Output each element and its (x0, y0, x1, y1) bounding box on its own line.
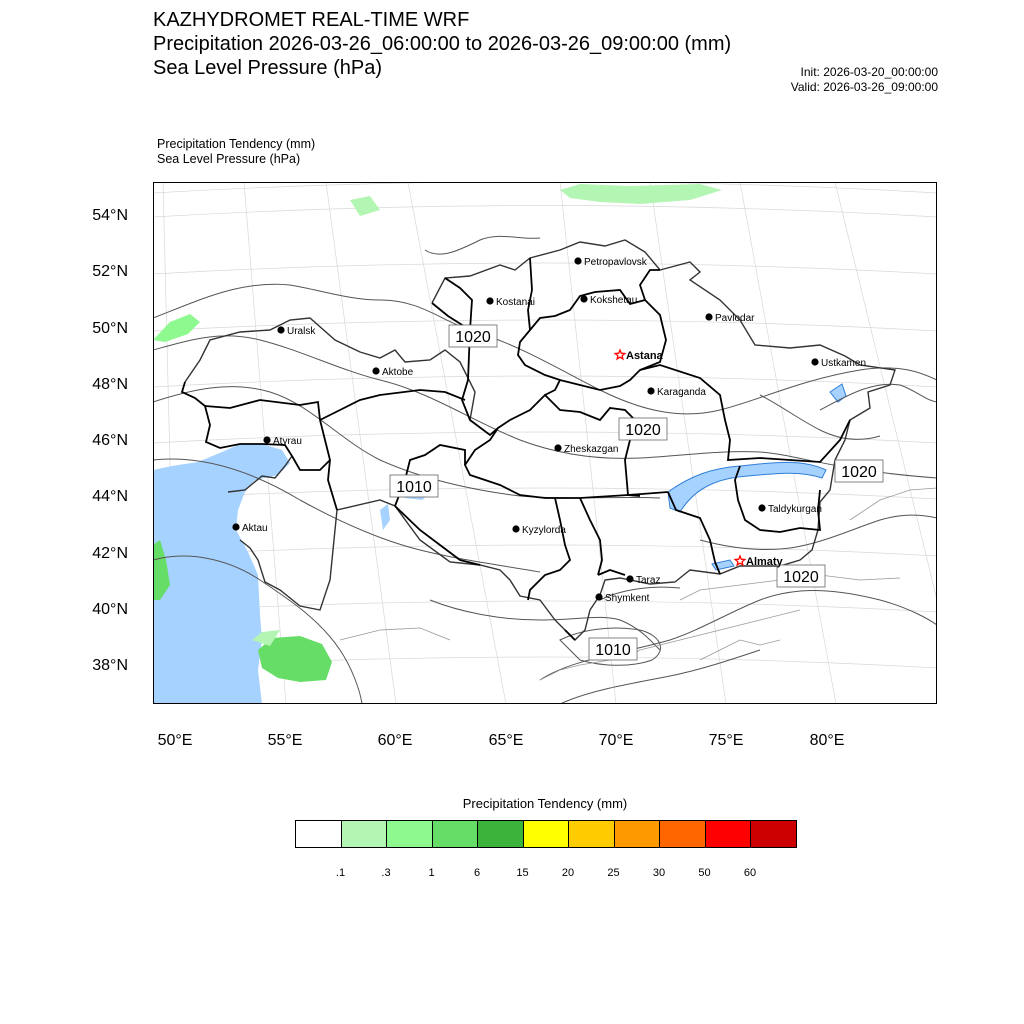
colorbar-tick-7: 30 (652, 867, 666, 879)
city-petropavlovsk-label: Petropavlovsk (584, 257, 647, 268)
colorbar-tick-3: 6 (473, 867, 481, 879)
city-kyzylorda-dot (512, 525, 519, 532)
city-aktobe-dot (372, 367, 379, 374)
city-uralsk-label: Uralsk (287, 326, 316, 337)
city-almaty-label: Almaty (746, 556, 783, 568)
colorbar-tick-8: 50 (698, 867, 711, 879)
isobar-label-1-text: 1020 (455, 329, 491, 346)
city-taraz-label: Taraz (636, 575, 661, 586)
city-ustkamen-dot (811, 358, 818, 365)
isobar-label-6 (589, 638, 637, 660)
colorbar-cell-6 (569, 821, 615, 847)
lat-label-38: 38°N (92, 657, 128, 674)
city-uralsk-dot (277, 326, 284, 333)
lon-label-75: 75°E (708, 732, 744, 749)
colorbar-cell-4 (478, 821, 524, 847)
lat-label-42: 42°N (92, 545, 128, 562)
lon-label-50: 50°E (157, 732, 193, 749)
city-shymkent-label: Shymkent (605, 593, 650, 604)
colorbar-cell-0 (296, 821, 342, 847)
colorbar-cell-8 (660, 821, 706, 847)
colorbar-tick-4: 15 (516, 867, 529, 879)
lat-label-46: 46°N (92, 432, 128, 449)
map-background (153, 182, 937, 704)
city-taraz-dot (626, 575, 633, 582)
city-taldykurgan-label: Taldykurgan (768, 504, 822, 515)
isobar-label-4-text: 1020 (841, 464, 877, 481)
lat-label-48: 48°N (92, 376, 128, 393)
lon-label-65: 65°E (488, 732, 524, 749)
title-line-2: Precipitation 2026-03-26_06:00:00 to 2026-03-26_09:00:00 (mm) (153, 33, 732, 55)
isobar-label-1 (449, 325, 497, 347)
colorbar-cell-10 (751, 821, 796, 847)
city-zheskazgan-dot (554, 444, 561, 451)
city-kostanai-label: Kostanai (496, 297, 535, 308)
colorbar-cell-7 (615, 821, 661, 847)
isobar-label-4 (835, 460, 883, 482)
lat-label-54: 54°N (92, 207, 128, 224)
city-pavlodar-label: Pavlodar (715, 313, 755, 324)
isobar-label-2 (619, 418, 667, 440)
city-shymkent-dot (595, 593, 602, 600)
city-kostanai-dot (486, 297, 493, 304)
lat-label-44: 44°N (92, 488, 128, 505)
colorbar-tick-6: 25 (607, 867, 620, 879)
colorbar-tick-2: 1 (428, 867, 435, 879)
city-pavlodar-dot (705, 313, 712, 320)
init-time: Init: 2026-03-20_00:00:00 (800, 65, 938, 79)
city-karaganda (647, 387, 706, 398)
city-petropavlovsk-dot (574, 257, 581, 264)
city-zheskazgan (554, 444, 618, 455)
city-taldykurgan-dot (758, 504, 765, 511)
lat-label-50: 50°N (92, 320, 128, 337)
city-kyzylorda-label: Kyzylorda (522, 525, 566, 536)
lon-label-60: 60°E (377, 732, 413, 749)
colorbar-cell-5 (524, 821, 570, 847)
subtitle-precip: Precipitation Tendency (mm) (157, 137, 316, 151)
isobar-label-5-text: 1020 (783, 569, 819, 586)
city-ustkamen-label: Ustkamen (821, 358, 867, 369)
city-taldykurgan (758, 504, 822, 515)
map-panel (153, 182, 937, 704)
title-line-1: KAZHYDROMET REAL-TIME WRF (153, 9, 470, 31)
isobar-label-3-text: 1010 (396, 479, 432, 496)
lat-label-40: 40°N (92, 601, 128, 618)
city-aktobe-label: Aktobe (382, 367, 414, 378)
colorbar-title: Precipitation Tendency (mm) (462, 796, 628, 811)
isobar-label-3 (390, 475, 438, 497)
colorbar-cell-2 (387, 821, 433, 847)
colorbar-cell-9 (706, 821, 752, 847)
isobar-label-6-text: 1010 (595, 642, 631, 659)
city-petropavlovsk (574, 257, 647, 268)
city-atyrau-dot (263, 436, 270, 443)
colorbar-tick-5: 20 (561, 867, 575, 879)
lon-label-80: 80°E (809, 732, 845, 749)
city-astana-label: Astana (626, 350, 663, 362)
isobar-label-5 (777, 565, 825, 587)
city-karaganda-label: Karaganda (657, 387, 706, 398)
title-line-3: Sea Level Pressure (hPa) (153, 57, 383, 79)
city-kokshetau-label: Kokshetau (590, 295, 638, 306)
city-kokshetau-dot (580, 295, 587, 302)
valid-time: Valid: 2026-03-26_09:00:00 (790, 80, 938, 94)
colorbar-tick-9: 60 (743, 867, 757, 879)
city-karaganda-dot (647, 387, 654, 394)
city-aktau-dot (232, 523, 239, 530)
subtitle-slp: Sea Level Pressure (hPa) (157, 152, 301, 166)
lon-label-55: 55°E (267, 732, 303, 749)
city-zheskazgan-label: Zheskazgan (564, 444, 619, 455)
colorbar-tick-1: .3 (381, 867, 391, 879)
colorbar-cell-3 (433, 821, 479, 847)
colorbar-cell-1 (342, 821, 388, 847)
isobar-label-2-text: 1020 (625, 422, 661, 439)
lat-label-52: 52°N (92, 263, 128, 280)
city-aktau-label: Aktau (242, 523, 268, 534)
city-atyrau-label: Atyrau (273, 436, 302, 447)
lon-label-70: 70°E (598, 732, 634, 749)
colorbar (295, 820, 797, 848)
colorbar-tick-0: .1 (335, 867, 346, 879)
